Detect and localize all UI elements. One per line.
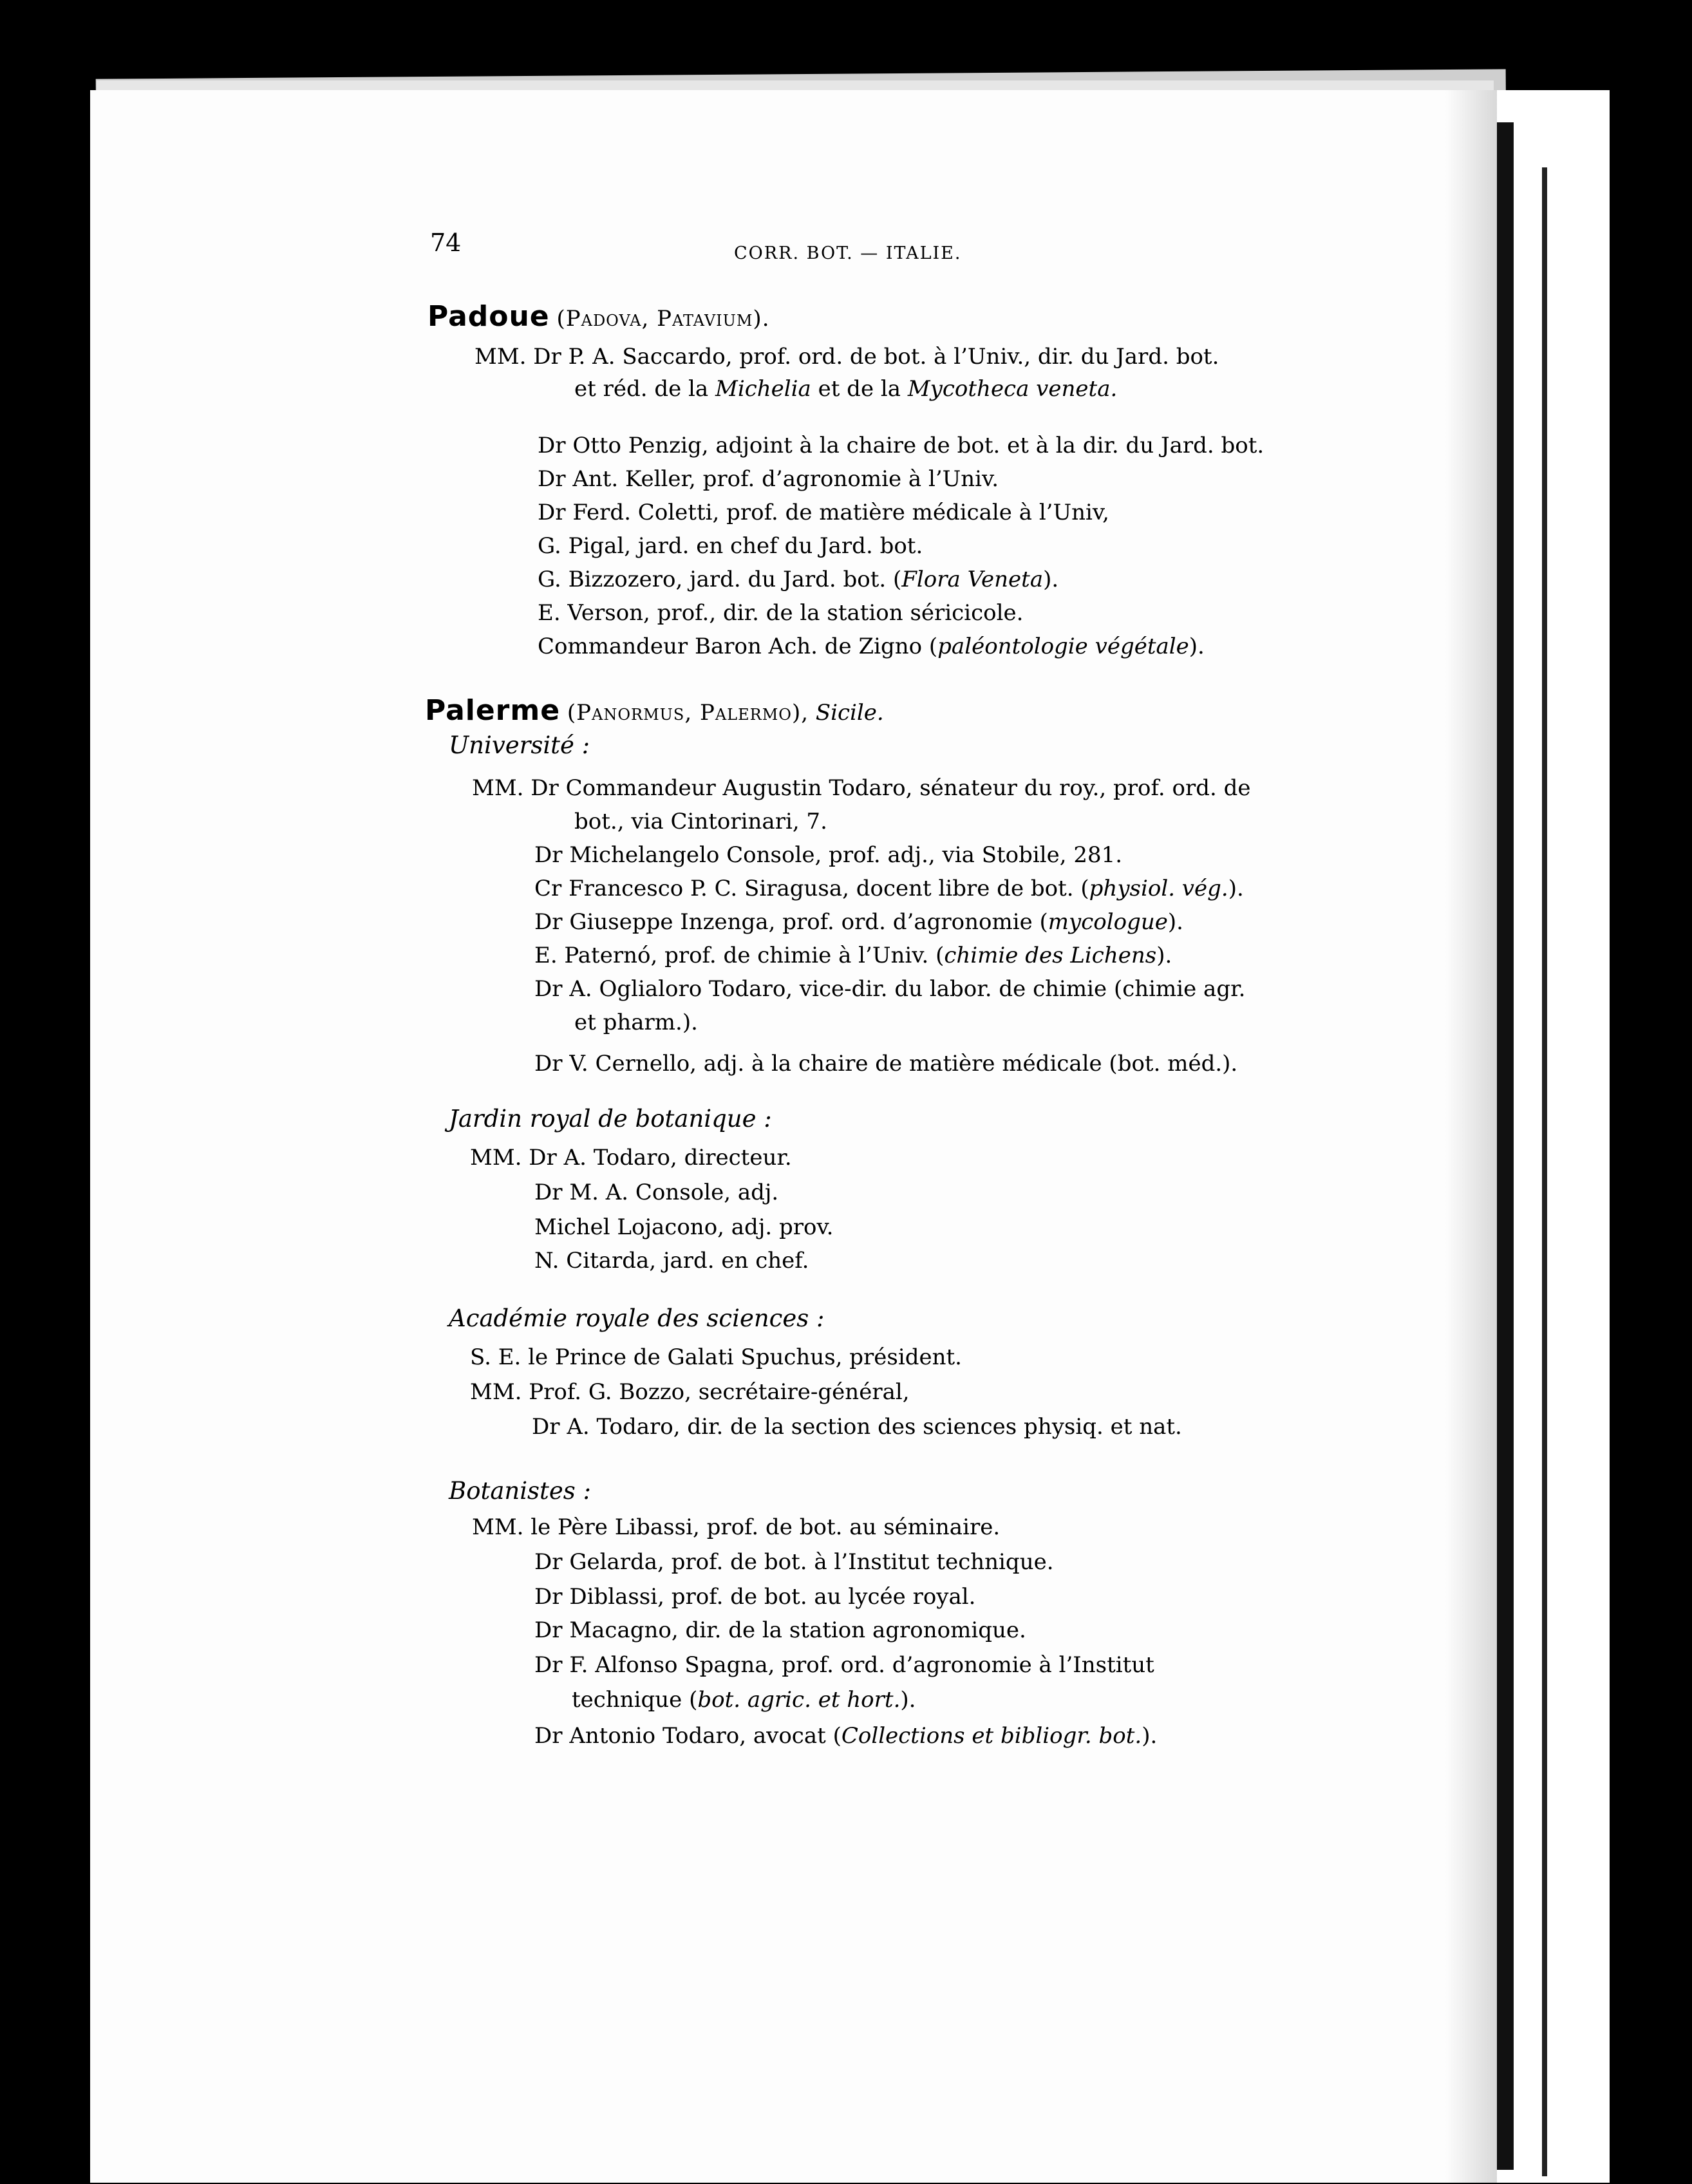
entry-line: MM. le Père Libassi, prof. de bot. au séminaire. — [472, 1514, 1001, 1540]
entry-line: G. Bizzozero, jard. du Jard. bot. (Flora Veneta). — [538, 567, 1059, 592]
running-head: CORR. BOT. — ITALIE. — [734, 243, 962, 263]
entry-line: Dr A. Todaro, dir. de la section des sciences physiq. et nat. — [532, 1414, 1182, 1440]
city-latin-names: (Padova, Patavium). — [556, 306, 770, 332]
section-heading-jardin: Jardin royal de botanique : — [449, 1105, 772, 1133]
book-page — [90, 90, 1455, 2183]
entry-line: Dr Diblassi, prof. de bot. au lycée royal. — [534, 1584, 976, 1610]
entry-line: Dr Ant. Keller, prof. d’agronomie à l’Univ. — [538, 466, 999, 492]
entry-line: et réd. de la Michelia et de la Mycotheca veneta. — [574, 376, 1118, 402]
city-name: Palerme — [425, 694, 561, 727]
entry-line: MM. Dr Commandeur Augustin Todaro, sénateur du roy., prof. ord. de — [472, 775, 1251, 801]
entry-line: MM. Dr P. A. Saccardo, prof. ord. de bot. à l’Univ., dir. du Jard. bot. — [475, 344, 1219, 370]
entry-line: E. Verson, prof., dir. de la station séricicole. — [538, 600, 1024, 626]
entry-line: Dr Gelarda, prof. de bot. à l’Institut technique. — [534, 1549, 1054, 1575]
page-gutter-shade — [1445, 90, 1497, 2183]
entry-line: Dr A. Oglialoro Todaro, vice-dir. du labor. de chimie (chimie agr. — [534, 976, 1246, 1002]
entry-line: Michel Lojacono, adj. prov. — [534, 1214, 834, 1240]
section-heading-universite: Université : — [449, 731, 590, 759]
entry-line: MM. Dr A. Todaro, directeur. — [470, 1145, 792, 1171]
entry-line: Dr M. A. Console, adj. — [534, 1180, 779, 1205]
entry-line: Cr Francesco P. C. Siragusa, docent libre de bot. (physiol. vég.). — [534, 876, 1244, 901]
entry-line: G. Pigal, jard. en chef du Jard. bot. — [538, 533, 923, 559]
entry-line: Dr V. Cernello, adj. à la chaire de matière médicale (bot. méd.). — [534, 1051, 1238, 1077]
entry-line: Dr Macagno, dir. de la station agronomique. — [534, 1617, 1026, 1643]
binding-spine — [1497, 122, 1514, 2170]
entry-line: Dr F. Alfonso Spagna, prof. ord. d’agronomie à l’Institut — [534, 1652, 1154, 1678]
section-heading-botanistes: Botanistes : — [449, 1477, 592, 1505]
entry-line: Dr Giuseppe Inzenga, prof. ord. d’agronomie (mycologue). — [534, 909, 1183, 935]
entry-line: Commandeur Baron Ach. de Zigno (paléontologie végétale). — [538, 634, 1205, 659]
city-heading-palerme — [425, 694, 884, 727]
entry-line: Dr Otto Penzig, adjoint à la chaire de bot. et à la dir. du Jard. bot. — [538, 433, 1264, 458]
entry-line: Dr Ferd. Coletti, prof. de matière médicale à l’Univ, — [538, 500, 1109, 525]
entry-line: technique (bot. agric. et hort.). — [572, 1687, 916, 1713]
entry-line: Dr Michelangelo Console, prof. adj., via Stobile, 281. — [534, 842, 1123, 868]
city-region: Sicile. — [815, 700, 884, 726]
city-latin-names: (Panormus, Palermo), — [567, 700, 809, 726]
page-number: 74 — [430, 229, 462, 257]
entry-line: S. E. le Prince de Galati Spuchus, président. — [470, 1344, 962, 1370]
city-heading-padoue — [428, 300, 770, 333]
city-name: Padoue — [428, 300, 550, 333]
entry-line: bot., via Cintorinari, 7. — [574, 809, 827, 834]
entry-line: et pharm.). — [574, 1010, 698, 1035]
entry-line: E. Paternó, prof. de chimie à l’Univ. (chimie des Lichens). — [534, 943, 1172, 968]
entry-line: Dr Antonio Todaro, avocat (Collections et bibliogr. bot.). — [534, 1723, 1158, 1749]
entry-line: MM. Prof. G. Bozzo, secrétaire-général, — [470, 1379, 910, 1405]
entry-line: N. Citarda, jard. en chef. — [534, 1248, 809, 1274]
binding-edge — [1542, 167, 1547, 2176]
section-heading-academie: Académie royale des sciences : — [449, 1304, 825, 1332]
